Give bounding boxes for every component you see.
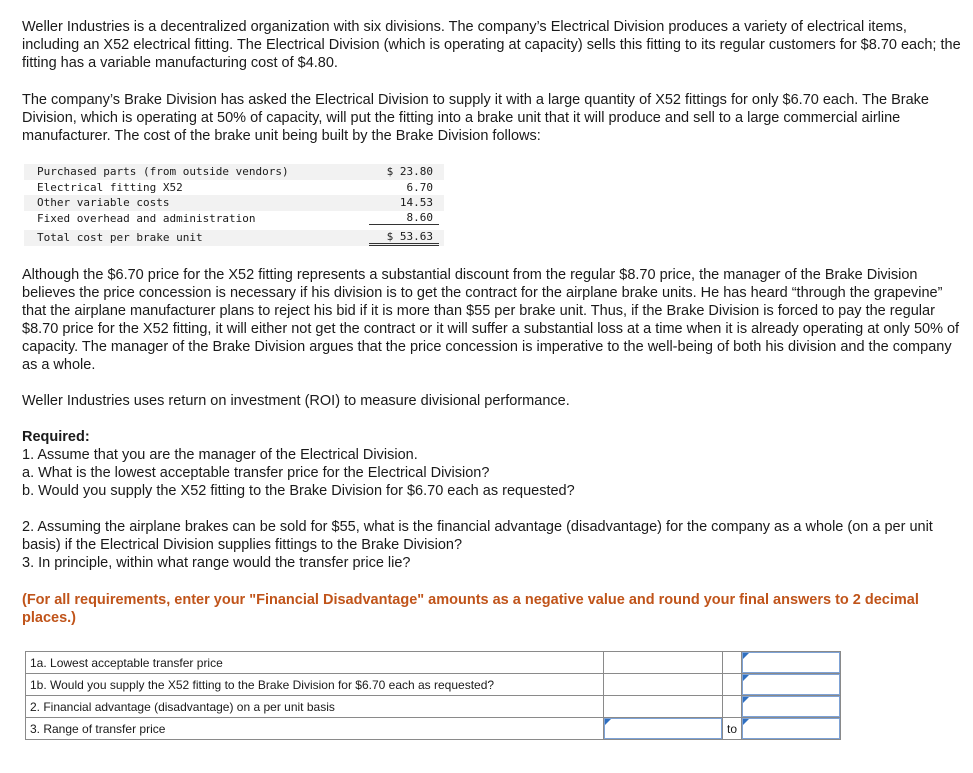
cost-label: Purchased parts (from outside vendors) xyxy=(37,165,289,179)
input-marker-icon xyxy=(743,675,749,681)
financial-advantage-input[interactable] xyxy=(742,696,840,717)
brake-division-paragraph: The company’s Brake Division has asked the Electrical Division to supply it with a large quantity of X52 fittings for only $6.70 each. The Brake Division, which is operating at 50% of capacity, will put the fitting into a brake unit that it will produce and sell to a large commercial airline manufacturer. The cost of the brake unit being built by the Brake Division follows: xyxy=(22,92,929,144)
answer-row xyxy=(26,696,841,718)
input-marker-icon xyxy=(743,653,749,659)
roi-paragraph: Weller Industries uses return on investment (ROI) to measure divisional performance. xyxy=(22,393,570,409)
answer-cell xyxy=(723,652,742,674)
answer-label: 2. Financial advantage (disadvantage) on a per unit basis xyxy=(26,696,604,718)
required-item: 1. Assume that you are the manager of the Electrical Division. xyxy=(22,447,418,463)
required-item: a. What is the lowest acceptable transfer price for the Electrical Division? xyxy=(22,465,490,481)
cost-row xyxy=(24,164,444,180)
required-item: 3. In principle, within what range would the transfer price lie? xyxy=(22,555,411,571)
concession-paragraph: Although the $6.70 price for the X52 fitting represents a substantial discount from the regular $8.70 price, the manager of the Brake Division believes the price concession is necessary if his division is to get the contract for the airplane brake units. He has heard “through the grapevine” that the airplane manufacturer plans to reject his bid if it is more than $55 per brake unit. Thus, if the Brake Division is forced to pay the regular $8.70 price for the X52 fitting, it will either not get the contract or it will suffer a substantial loss at a time when it is already operating at only 50% of capacity. The manager of the Brake Division argues that the price concession is imperative to the well-being of both his division and the company as a whole. xyxy=(22,267,960,373)
spacer xyxy=(22,500,964,518)
answer-cell xyxy=(742,696,841,718)
input-marker-icon xyxy=(743,719,749,725)
answer-cell xyxy=(742,674,841,696)
cost-row xyxy=(24,211,444,227)
required-heading: Required: xyxy=(22,429,90,445)
answer-table xyxy=(25,651,841,740)
answer-row xyxy=(26,674,841,696)
cost-label: Total cost per brake unit xyxy=(37,231,203,245)
cost-row xyxy=(24,180,444,196)
answer-cell xyxy=(742,718,841,740)
input-marker-icon xyxy=(605,719,611,725)
answer-row xyxy=(26,652,841,674)
answer-cell xyxy=(742,652,841,674)
answer-cell xyxy=(604,652,723,674)
answer-cell xyxy=(723,674,742,696)
answer-cell xyxy=(604,674,723,696)
cost-value: $ 23.80 xyxy=(386,165,433,179)
range-to-label: to xyxy=(723,718,742,740)
answer-label: 1b. Would you supply the X52 fitting to the Brake Division for $6.70 each as requested? xyxy=(26,674,604,696)
input-marker-icon xyxy=(743,697,749,703)
cost-label: Fixed overhead and administration xyxy=(37,211,256,225)
answer-cell xyxy=(604,718,723,740)
transfer-price-range-high-input[interactable] xyxy=(742,718,840,739)
supply-decision-select[interactable] xyxy=(742,674,840,695)
answer-row xyxy=(26,718,841,740)
cost-value: 14.53 xyxy=(399,196,433,210)
answer-label: 3. Range of transfer price xyxy=(26,718,604,740)
cost-row xyxy=(24,195,444,211)
answer-label: 1a. Lowest acceptable transfer price xyxy=(26,652,604,674)
cost-label: Electrical fitting X52 xyxy=(37,180,183,194)
intro-paragraph: Weller Industries is a decentralized organization with six divisions. The company’s Electrical Division produces a variety of electrical items, including an X52 electrical fitting. The Electrical Division (which is operating at capacity) sells this fitting to its regular customers for $8.70 each; the fitting has a variable manufacturing cost of $4.80. xyxy=(22,19,961,71)
cost-value: 8.60 xyxy=(369,211,439,225)
required-section xyxy=(22,428,964,572)
brake-unit-cost-table xyxy=(24,164,444,246)
answer-cell xyxy=(604,696,723,718)
answer-cell xyxy=(723,696,742,718)
cost-value: 6.70 xyxy=(406,180,433,194)
lowest-transfer-price-input[interactable] xyxy=(742,652,840,673)
cost-label: Other variable costs xyxy=(37,196,170,210)
required-item: b. Would you supply the X52 fitting to the Brake Division for $6.70 each as requested? xyxy=(22,483,575,499)
transfer-price-range-low-input[interactable] xyxy=(604,718,722,739)
cost-total-row xyxy=(24,230,444,246)
required-item: 2. Assuming the airplane brakes can be sold for $55, what is the financial advantage (disadvantage) for the company as a whole (on a per unit basis) if the Electrical Division supplies fittings to the Brake Division? xyxy=(22,519,933,553)
cost-value: $ 53.63 xyxy=(369,230,439,246)
instructions-note: (For all requirements, enter your "Financial Disadvantage" amounts as a negative value and round your final answers to 2 decimal places.) xyxy=(22,592,919,626)
